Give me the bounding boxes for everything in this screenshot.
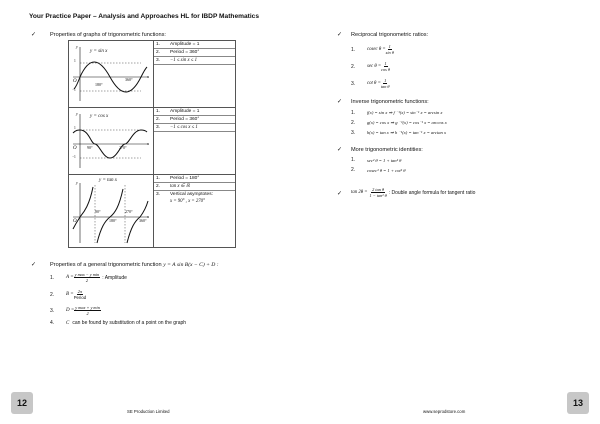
publisher-name: SE Production Limited [127,409,170,414]
check-icon: ✓ [337,32,343,38]
sine-properties [154,41,236,108]
general-item-4: 4. C can be found by substitution of a point on the graph [50,320,187,326]
cosine-y-axis-label: y [76,111,78,116]
cosine-tick-90: 90° [87,145,93,150]
reciprocal-item-3: 3. cot θ = $\frac{1}{\text{tan θ}}$ [351,78,390,89]
sine-tick-360: 360° [125,77,133,82]
list-item: 1. Period = 180° [154,175,235,183]
section-graph-properties: Properties of graphs of trigonometric functions: [50,32,166,38]
list-item: 3. −1 ≤ cos x ≤ 1 [154,124,235,132]
cosine-function-label: y = cos x [90,114,109,119]
inverse-item-1: 1. f(x) = sin x ⇒ f ⁻¹(x) = sin⁻¹ x = arcsin x [351,110,443,116]
sine-y-axis-label: y [76,44,78,49]
tangent-graph-cell [69,175,154,248]
check-icon: ✓ [337,147,343,153]
inverse-item-3: 3. h(x) = tan x ⇒ h ⁻¹(x) = tan⁻¹ x = arctan x [351,130,447,136]
tangent-graph [69,175,153,247]
tangent-tick-360: 360° [139,218,147,223]
tangent-function-label: y = tan x [99,178,117,183]
cosine-tick-1: 1 [74,126,76,130]
sine-graph [69,41,153,107]
tangent-origin: O [73,219,77,224]
list-item: 1. Amplitude = 1 [154,41,235,49]
double-angle-formula: tan 2θ = $\frac{\text{2 tan θ}}{\text{1 − tan² θ}}$ : Double angle formula for tangent ratio [351,187,476,198]
general-item-1: 1. A = $\frac{\text{y max − y min}}{2}$ : Amplitude [50,272,127,283]
cosine-tick-270: 270° [119,145,127,150]
section-general-function: Properties of a general trigonometric function y = A sin B(x − C) + D : [50,262,219,268]
page-header: Your Practice Paper – Analysis and Approaches HL for IBDP Mathematics [29,13,260,20]
identity-item-2: 2. cosec² θ = 1 + cot² θ [351,167,406,173]
list-item: 2. Period = 360° [154,116,235,124]
cosine-properties [154,108,236,175]
list-item: x = 90° , x = 270° [170,199,205,204]
cosine-graph-cell [69,108,154,175]
cosine-x-axis-label: x [147,141,149,146]
tangent-properties [154,175,236,248]
tangent-x-axis-label: x [147,214,149,219]
check-icon: ✓ [31,32,37,38]
tangent-tick-180: 180° [109,218,117,223]
sine-tick-1: 1 [74,59,76,63]
inverse-item-2: 2. g(x) = cos x ⇒ g ⁻¹(x) = cos⁻¹ x = arccos x [351,120,447,126]
right-page-number: 13 [567,392,589,414]
section-reciprocal: Reciprocal trigonometric ratios: [351,32,429,38]
sine-function-label: y = sin x [90,49,108,54]
list-item: 3. Vertical asymptotes: [156,192,213,197]
general-item-2: 2. B = $\frac{2\pi}{\text{Period}}$ [50,289,87,300]
list-item: 3. −1 ≤ sin x ≤ 1 [154,57,235,65]
sine-tick-neg1: −1 [72,88,76,92]
list-item: 1. Amplitude = 1 [154,108,235,116]
check-icon: ✓ [337,191,343,197]
sine-origin: O [73,79,77,84]
sine-graph-cell [69,41,154,108]
sine-x-axis-label: x [147,74,149,79]
check-icon: ✓ [337,99,343,105]
section-inverse: Inverse trigonometric functions: [351,99,429,105]
cosine-tick-neg1: −1 [72,155,76,159]
check-icon: ✓ [31,262,37,268]
section-identities: More trigonometric identities: [351,147,423,153]
cosine-origin: O [73,146,77,151]
reciprocal-item-1: 1. cosec θ = $\frac{1}{\text{sin θ}}$ [351,44,394,55]
left-page-number: 12 [11,392,33,414]
sine-tick-180: 180° [95,82,103,87]
list-item: 2. tan x ∈ ℝ [154,183,235,191]
list-item: 2. Period = 360° [154,49,235,57]
tangent-tick-90: 90° [95,209,101,214]
tangent-y-axis-label: y [76,180,78,185]
website-link[interactable]: www.seprodstore.com [423,409,466,414]
reciprocal-item-2: 2. sec θ = $\frac{1}{\text{cos θ}}$ [351,61,391,72]
graph-properties-table [68,40,236,248]
tangent-tick-270: 270° [125,209,133,214]
identity-item-1: 1. sec² θ = 1 + tan² θ [351,157,402,163]
cosine-graph [69,108,153,174]
general-item-3: 3. D = $\frac{\text{y max + y min}}{2}$ [50,305,100,316]
